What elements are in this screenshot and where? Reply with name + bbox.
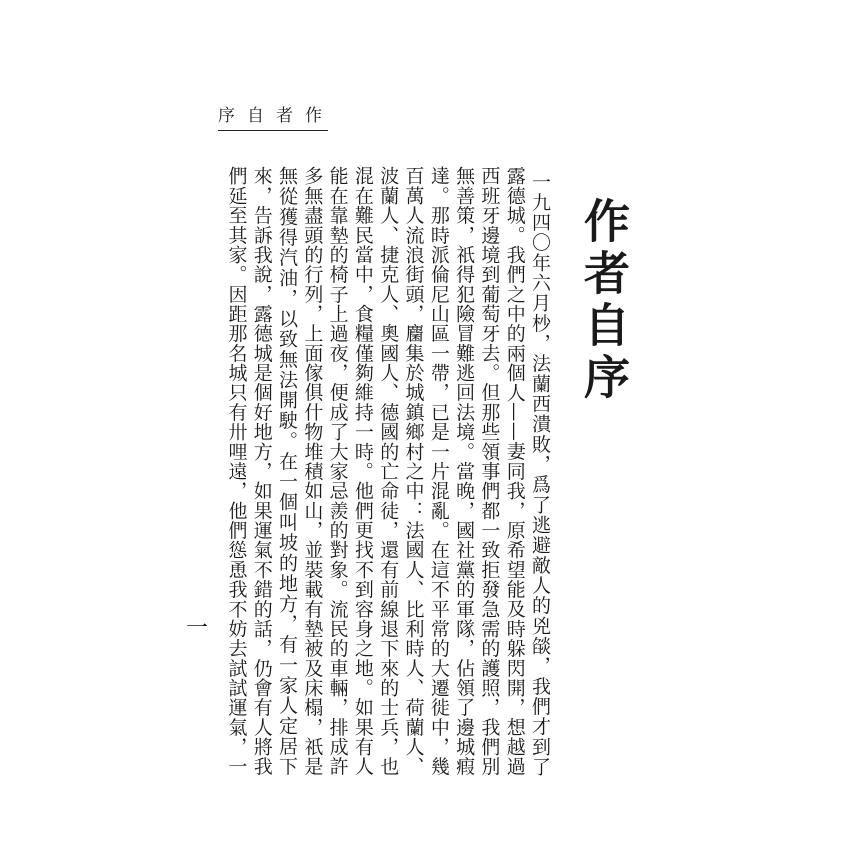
running-head: 序自者作 (218, 106, 328, 131)
page-number: 一 (186, 616, 209, 641)
page-title: 作者自序 (577, 197, 631, 405)
paragraph: 一九四〇年六月杪，法蘭西潰敗，爲了逃避敵人的兇燄，我們才到了露德城。我們之中的兩個人——妻同我，原希望能及時躲閃開，想越過西班牙邊境到葡萄牙去。但那些領事們都一致拒發急需的護照，我們別無善策，祇得犯險冒難逃回法境。當晚，國社黨的軍隊，佔領了邊城瘕達。那時派倫尼山區一帶，已是一片混亂。在這不平常的大遷徙中，幾百萬人流浪街頭，麕集於城鎮鄉村之中：法國人、比利時人、荷蘭人、波蘭人、捷克人、奧國人、德國的亡命徒，還有前線退下來的士兵，也混在難民當中，食糧僅夠維持一時。他們更找不到容身之地。如果有人能在靠墊的椅子上過夜，便成了大家忌羨的對象。流民的車輛，排成許多無盡頭的行列，上面傢俱什物堆積如山，並裝載有墊被及床榻，祇是無從獲得汽油，以致無法開駛。在一個叫坡的地方，有一家人定居下來，告訴我說，露德城是個好地方，如果運氣不錯的話，仍會有人將我們延至其家。因距那名城只有卅哩遠，他們慫恿我不妨去試試運氣，一 (225, 166, 551, 776)
body-text (222, 166, 552, 776)
